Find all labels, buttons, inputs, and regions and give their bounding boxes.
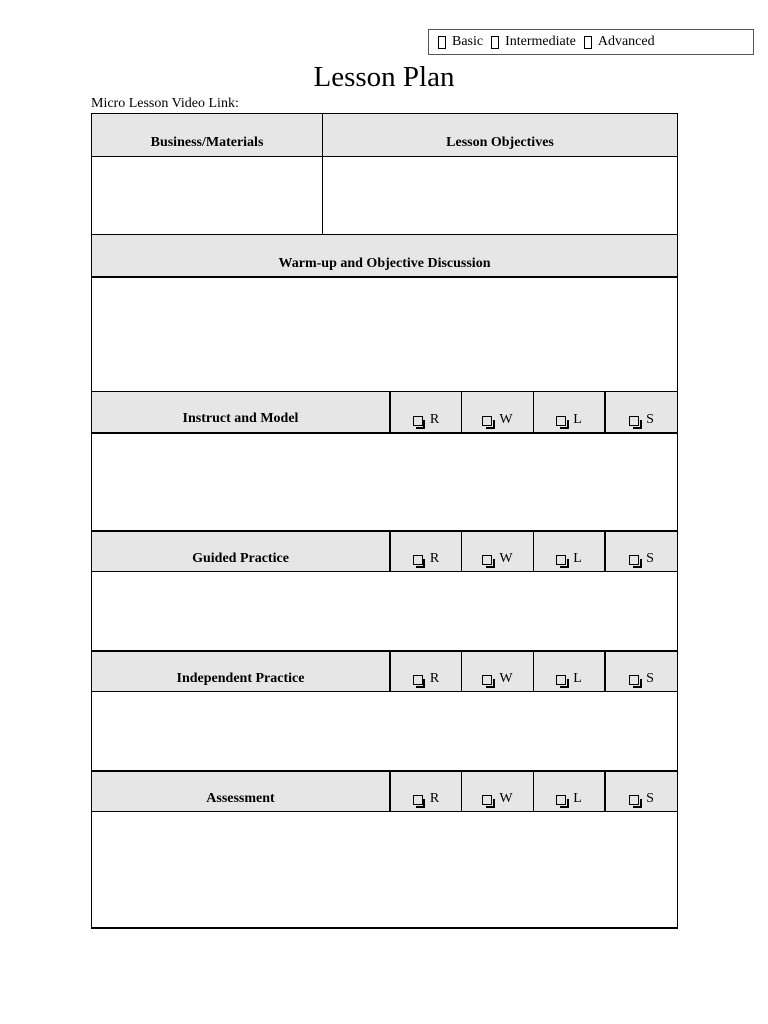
advanced-checkbox[interactable] (584, 36, 592, 49)
warmup-input-area[interactable] (92, 278, 677, 391)
skill-speaking-checkbox[interactable]: S (606, 532, 677, 571)
checkbox-icon (629, 675, 639, 685)
skill-reading-checkbox[interactable]: R (391, 532, 461, 571)
objectives-input-area[interactable] (323, 157, 677, 234)
guided-input-area[interactable] (92, 572, 677, 650)
skill-listening-checkbox[interactable]: L (534, 772, 604, 811)
level-label: Intermediate (505, 34, 576, 49)
level-label: Advanced (597, 34, 655, 49)
skill-speaking-checkbox[interactable]: S (606, 772, 677, 811)
instruct-input-area[interactable] (92, 434, 677, 530)
checkbox-icon (482, 675, 492, 685)
checkbox-icon (482, 555, 492, 565)
checkbox-icon (556, 416, 566, 426)
checkbox-icon (556, 555, 566, 565)
checkbox-icon (413, 555, 423, 565)
skill-writing-checkbox[interactable]: W (462, 652, 533, 691)
intermediate-checkbox[interactable] (491, 36, 499, 49)
video-link-label: Micro Lesson Video Link: (91, 96, 239, 111)
level-option-basic[interactable] (438, 34, 483, 50)
warmup-header-row (92, 235, 677, 276)
checkbox-icon (482, 416, 492, 426)
level-option-intermediate[interactable] (491, 34, 576, 50)
level-label: Basic (452, 34, 484, 49)
skill-writing-checkbox[interactable]: W (462, 392, 533, 432)
checkbox-icon (482, 795, 492, 805)
skill-listening-checkbox[interactable]: L (534, 532, 604, 571)
lesson-plan-form (91, 113, 678, 929)
assessment-input-area[interactable] (92, 812, 677, 927)
proficiency-level-selector (428, 29, 754, 55)
checkbox-icon (629, 795, 639, 805)
skill-reading-checkbox[interactable]: R (391, 392, 461, 432)
page-title: Lesson Plan (313, 61, 455, 93)
assessment-header: Assessment (206, 791, 275, 806)
materials-header: Business/Materials (150, 135, 264, 150)
guided-header: Guided Practice (192, 551, 289, 566)
skill-speaking-checkbox[interactable]: S (606, 392, 677, 432)
checkbox-icon (413, 416, 423, 426)
instruct-header: Instruct and Model (182, 411, 299, 426)
independent-input-area[interactable] (92, 692, 677, 770)
skill-speaking-checkbox[interactable]: S (606, 652, 677, 691)
warmup-header: Warm-up and Objective Discussion (278, 256, 491, 271)
checkbox-icon (413, 795, 423, 805)
independent-header: Independent Practice (176, 671, 305, 686)
checkbox-icon (556, 675, 566, 685)
materials-objectives-header-row (92, 114, 677, 156)
column-divider (322, 114, 323, 234)
checkbox-icon (413, 675, 423, 685)
skill-reading-checkbox[interactable]: R (391, 652, 461, 691)
skill-listening-checkbox[interactable]: L (534, 652, 604, 691)
checkbox-icon (629, 416, 639, 426)
checkbox-icon (556, 795, 566, 805)
skill-writing-checkbox[interactable]: W (462, 532, 533, 571)
objectives-header: Lesson Objectives (446, 135, 554, 150)
level-option-advanced[interactable] (584, 34, 655, 50)
checkbox-icon (629, 555, 639, 565)
skill-writing-checkbox[interactable]: W (462, 772, 533, 811)
skill-listening-checkbox[interactable]: L (534, 392, 604, 432)
basic-checkbox[interactable] (438, 36, 446, 49)
skill-reading-checkbox[interactable]: R (391, 772, 461, 811)
materials-input-area[interactable] (92, 157, 322, 234)
